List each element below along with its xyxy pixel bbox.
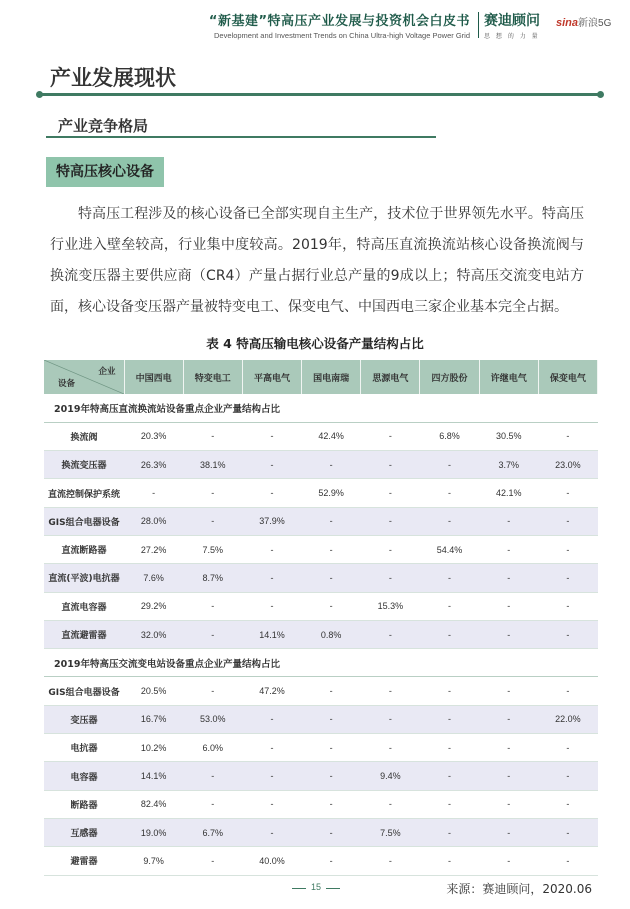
column-header: 中国西电 xyxy=(124,360,183,394)
share-value-cell: - xyxy=(420,847,479,875)
share-value-cell: 9.7% xyxy=(124,847,183,875)
share-value-cell: 19.0% xyxy=(124,818,183,846)
column-header: 思源电气 xyxy=(361,360,420,394)
share-value-cell: - xyxy=(183,620,242,648)
share-value-cell: 82.4% xyxy=(124,790,183,818)
share-value-cell: - xyxy=(302,762,361,790)
share-value-cell: 53.0% xyxy=(183,705,242,733)
share-value-cell: - xyxy=(538,677,597,705)
share-value-cell: - xyxy=(302,847,361,875)
table-row xyxy=(44,762,598,790)
share-value-cell: - xyxy=(242,818,301,846)
table-row xyxy=(44,818,598,846)
row-equipment-name: 电抗器 xyxy=(44,734,124,762)
share-value-cell: 52.9% xyxy=(302,479,361,507)
share-value-cell: - xyxy=(538,479,597,507)
share-value-cell: - xyxy=(242,734,301,762)
share-value-cell: - xyxy=(361,451,420,479)
share-value-cell: 37.9% xyxy=(242,507,301,535)
row-equipment-name: 互感器 xyxy=(44,818,124,846)
share-value-cell: - xyxy=(420,592,479,620)
table-row xyxy=(44,847,598,875)
ccid-logo-text: 赛迪顾问 xyxy=(484,13,540,29)
share-value-cell: 7.5% xyxy=(361,818,420,846)
share-value-cell: - xyxy=(183,762,242,790)
header-title: “新基建”特高压产业发展与投资机会白皮书 xyxy=(208,14,470,29)
share-value-cell: - xyxy=(420,790,479,818)
source-note: 来源：赛迪顾问，2020.06 xyxy=(446,882,592,896)
sina-5g-text: 新浪5G xyxy=(578,18,612,29)
table-group-row xyxy=(44,394,598,422)
share-value-cell: 22.0% xyxy=(538,705,597,733)
column-header: 特变电工 xyxy=(183,360,242,394)
row-equipment-name: 直流(平波)电抗器 xyxy=(44,564,124,592)
share-value-cell: - xyxy=(183,507,242,535)
row-equipment-name: GIS组合电器设备 xyxy=(44,677,124,705)
share-value-cell: 29.2% xyxy=(124,592,183,620)
share-value-cell: - xyxy=(479,564,538,592)
share-value-cell: - xyxy=(302,790,361,818)
share-value-cell: - xyxy=(420,818,479,846)
equipment-share-table xyxy=(44,360,598,876)
share-value-cell: - xyxy=(420,507,479,535)
row-equipment-name: 直流电容器 xyxy=(44,592,124,620)
share-value-cell: - xyxy=(302,734,361,762)
share-value-cell: - xyxy=(242,592,301,620)
share-value-cell: - xyxy=(420,677,479,705)
share-value-cell: - xyxy=(538,734,597,762)
page-header xyxy=(0,0,630,48)
share-value-cell: - xyxy=(302,592,361,620)
share-value-cell: 14.1% xyxy=(124,762,183,790)
share-value-cell: 7.5% xyxy=(183,535,242,563)
table-group-row xyxy=(44,649,598,677)
table-row xyxy=(44,564,598,592)
column-header: 四方股份 xyxy=(420,360,479,394)
paragraph-text: 特高压工程涉及的核心设备已全部实现自主生产，技术位于世界领先水平。特高压行业进入壁垒较高，行业集中度较高。2019年，特高压直流换流站核心设备换流阀与换流变压器主要供应商（CR4）产量占据行业总产量的9成以上；特高压交流变电站方面，核心设备变压器产量被特变电工、保变电气、中国西电三家企业基本完全占据。 xyxy=(50,206,584,315)
share-value-cell: - xyxy=(183,479,242,507)
share-value-cell: 26.3% xyxy=(124,451,183,479)
share-value-cell: - xyxy=(242,762,301,790)
share-value-cell: - xyxy=(538,507,597,535)
row-equipment-name: 避雷器 xyxy=(44,847,124,875)
column-header: 国电南瑞 xyxy=(302,360,361,394)
ccid-logo xyxy=(484,10,540,40)
share-value-cell: - xyxy=(361,535,420,563)
share-value-cell: - xyxy=(242,451,301,479)
share-value-cell: 40.0% xyxy=(242,847,301,875)
share-value-cell: 6.0% xyxy=(183,734,242,762)
share-value-cell: - xyxy=(479,790,538,818)
share-value-cell: - xyxy=(242,422,301,450)
header-text xyxy=(209,10,470,40)
share-value-cell: - xyxy=(420,705,479,733)
table-row xyxy=(44,620,598,648)
share-value-cell: 14.1% xyxy=(242,620,301,648)
section-divider xyxy=(40,93,600,96)
table-row xyxy=(44,734,598,762)
table-row xyxy=(44,535,598,563)
share-value-cell: - xyxy=(538,790,597,818)
share-value-cell: - xyxy=(183,677,242,705)
share-value-cell: - xyxy=(361,620,420,648)
page-number: 15 xyxy=(310,882,321,892)
share-value-cell: - xyxy=(302,677,361,705)
share-value-cell: 15.3% xyxy=(361,592,420,620)
share-value-cell: 9.4% xyxy=(361,762,420,790)
table-row xyxy=(44,592,598,620)
share-value-cell: - xyxy=(479,847,538,875)
row-equipment-name: 换流阀 xyxy=(44,422,124,450)
share-value-cell: - xyxy=(242,564,301,592)
table-row xyxy=(44,705,598,733)
share-value-cell: - xyxy=(420,479,479,507)
share-value-cell: - xyxy=(538,564,597,592)
share-value-cell: - xyxy=(302,818,361,846)
share-value-cell: - xyxy=(302,535,361,563)
row-equipment-name: 换流变压器 xyxy=(44,451,124,479)
subsection-divider xyxy=(46,136,436,138)
share-value-cell: - xyxy=(361,734,420,762)
column-header: 保变电气 xyxy=(538,360,597,394)
share-value-cell: - xyxy=(538,592,597,620)
column-header: 平高电气 xyxy=(242,360,301,394)
row-equipment-name: GIS组合电器设备 xyxy=(44,507,124,535)
table-row xyxy=(44,790,598,818)
table-body xyxy=(44,394,598,875)
row-equipment-name: 直流避雷器 xyxy=(44,620,124,648)
share-value-cell: - xyxy=(302,507,361,535)
share-value-cell: 6.8% xyxy=(420,422,479,450)
group-title: 2019年特高压交流变电站设备重点企业产量结构占比 xyxy=(44,649,598,677)
share-value-cell: 32.0% xyxy=(124,620,183,648)
table-row xyxy=(44,422,598,450)
share-value-cell: - xyxy=(302,564,361,592)
share-value-cell: - xyxy=(361,677,420,705)
share-value-cell: 0.8% xyxy=(302,620,361,648)
subsection-title: 产业竞争格局 xyxy=(58,117,149,135)
share-value-cell: - xyxy=(361,564,420,592)
share-value-cell: - xyxy=(124,479,183,507)
sina-logo-text: sina xyxy=(556,17,579,29)
header-divider xyxy=(478,12,479,38)
ccid-logo-slogan: 思 想 的 力 量 xyxy=(484,33,540,40)
share-value-cell: 27.2% xyxy=(124,535,183,563)
table-row xyxy=(44,677,598,705)
share-value-cell: - xyxy=(361,479,420,507)
share-value-cell: 8.7% xyxy=(183,564,242,592)
share-value-cell: - xyxy=(242,535,301,563)
sina-logo xyxy=(556,14,611,29)
body-paragraph xyxy=(50,199,584,323)
share-value-cell: - xyxy=(242,479,301,507)
share-value-cell: - xyxy=(479,535,538,563)
table-row xyxy=(44,479,598,507)
corner-equipment-label: 设备 xyxy=(58,379,76,389)
share-value-cell: - xyxy=(420,734,479,762)
share-value-cell: - xyxy=(361,422,420,450)
header-subtitle: Development and Investment Trends on China Ultra-high Voltage Power Grid xyxy=(214,31,470,40)
share-value-cell: 42.1% xyxy=(479,479,538,507)
share-value-cell: - xyxy=(479,620,538,648)
share-value-cell: - xyxy=(479,677,538,705)
table-corner-cell xyxy=(44,360,124,394)
share-value-cell: - xyxy=(420,564,479,592)
footer-line-left xyxy=(292,888,306,889)
share-value-cell: - xyxy=(183,422,242,450)
share-value-cell: - xyxy=(361,705,420,733)
share-value-cell: 10.2% xyxy=(124,734,183,762)
share-value-cell: - xyxy=(538,847,597,875)
share-value-cell: - xyxy=(538,422,597,450)
share-value-cell: 7.6% xyxy=(124,564,183,592)
share-value-cell: - xyxy=(361,790,420,818)
share-value-cell: - xyxy=(538,535,597,563)
share-value-cell: - xyxy=(479,762,538,790)
row-equipment-name: 电容器 xyxy=(44,762,124,790)
share-value-cell: 54.4% xyxy=(420,535,479,563)
share-value-cell: - xyxy=(242,790,301,818)
share-value-cell: - xyxy=(420,451,479,479)
share-value-cell: 23.0% xyxy=(538,451,597,479)
share-value-cell: - xyxy=(538,818,597,846)
share-value-cell: - xyxy=(538,762,597,790)
share-value-cell: 20.3% xyxy=(124,422,183,450)
share-value-cell: - xyxy=(302,451,361,479)
share-value-cell: - xyxy=(361,507,420,535)
share-value-cell: - xyxy=(183,592,242,620)
share-value-cell: - xyxy=(183,847,242,875)
table-row xyxy=(44,507,598,535)
share-value-cell: - xyxy=(479,507,538,535)
section-line-dot-right xyxy=(597,91,604,98)
share-value-cell: - xyxy=(479,818,538,846)
row-equipment-name: 直流控制保护系统 xyxy=(44,479,124,507)
row-equipment-name: 直流断路器 xyxy=(44,535,124,563)
share-value-cell: 28.0% xyxy=(124,507,183,535)
share-value-cell: 42.4% xyxy=(302,422,361,450)
share-value-cell: - xyxy=(479,705,538,733)
group-title: 2019年特高压直流换流站设备重点企业产量结构占比 xyxy=(44,394,598,422)
share-value-cell: 47.2% xyxy=(242,677,301,705)
table-row xyxy=(44,451,598,479)
column-header: 许继电气 xyxy=(479,360,538,394)
share-value-cell: - xyxy=(361,847,420,875)
share-value-cell: - xyxy=(302,705,361,733)
share-value-cell: - xyxy=(242,705,301,733)
share-value-cell: - xyxy=(420,762,479,790)
share-value-cell: 38.1% xyxy=(183,451,242,479)
corner-company-label: 企业 xyxy=(98,367,116,377)
share-value-cell: - xyxy=(538,620,597,648)
section-title: 产业发展现状 xyxy=(50,66,176,90)
share-value-cell: 6.7% xyxy=(183,818,242,846)
share-value-cell: 3.7% xyxy=(479,451,538,479)
row-equipment-name: 断路器 xyxy=(44,790,124,818)
share-value-cell: - xyxy=(479,734,538,762)
table-caption: 表 4 特高压输电核心设备产量结构占比 xyxy=(206,336,424,351)
share-value-cell: - xyxy=(183,790,242,818)
share-value-cell: - xyxy=(420,620,479,648)
share-value-cell: - xyxy=(479,592,538,620)
topic-tag: 特高压核心设备 xyxy=(46,157,164,187)
table-header-row xyxy=(44,360,598,394)
share-value-cell: 30.5% xyxy=(479,422,538,450)
share-value-cell: 20.5% xyxy=(124,677,183,705)
share-value-cell: 16.7% xyxy=(124,705,183,733)
footer-line-right xyxy=(326,888,340,889)
row-equipment-name: 变压器 xyxy=(44,705,124,733)
